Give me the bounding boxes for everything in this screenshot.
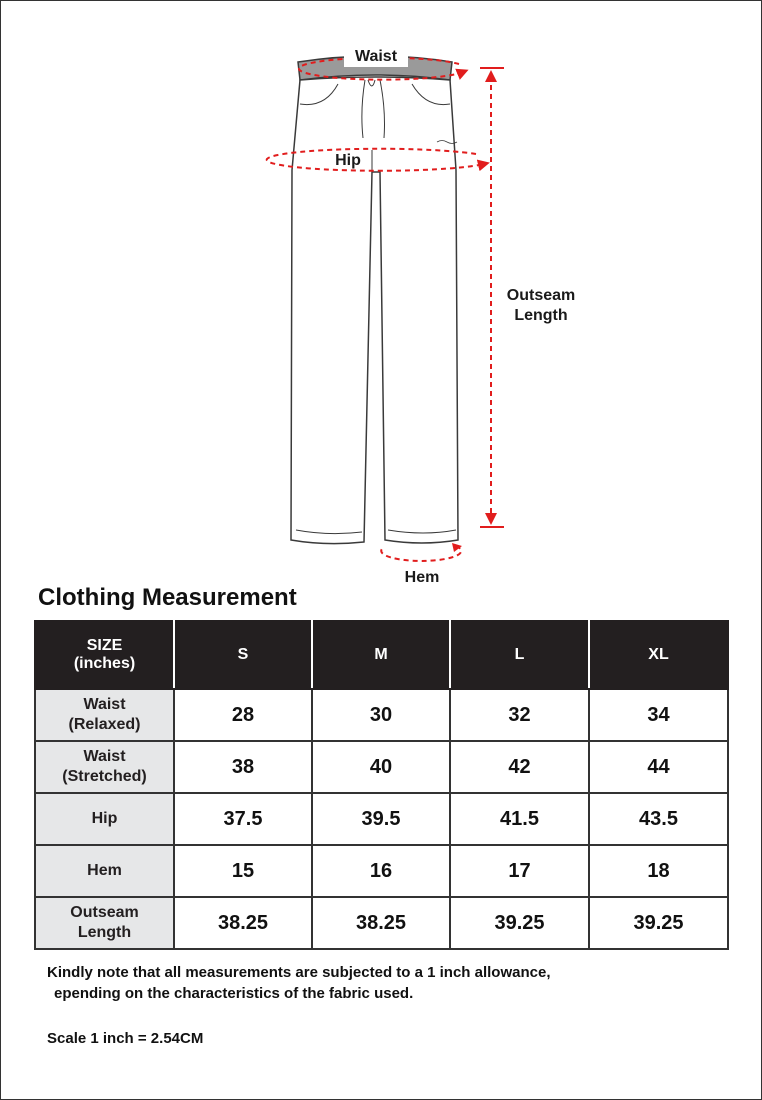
- table-cell: 15: [174, 845, 312, 897]
- allowance-note-line1: Kindly note that all measurements are subjected to a 1 inch allowance,: [47, 964, 551, 981]
- hem-measure-line: [381, 543, 462, 561]
- row-label-hem: Hem: [35, 845, 174, 897]
- table-cell: 30: [312, 689, 450, 741]
- row-label-line2: (Relaxed): [68, 716, 141, 733]
- table-row: [35, 689, 728, 741]
- row-label-outseam-length: [35, 897, 174, 949]
- table-row: [35, 845, 728, 897]
- pants-outline: [291, 77, 458, 544]
- table-cell: 38.25: [312, 897, 450, 949]
- outseam-label: [496, 286, 586, 326]
- table-header-row: [35, 621, 728, 689]
- table-cell: 41.5: [450, 793, 589, 845]
- table-cell: 39.25: [450, 897, 589, 949]
- table-cell: 37.5: [174, 793, 312, 845]
- header-size-cell: [35, 621, 174, 689]
- table-cell: 34: [589, 689, 728, 741]
- row-label-line2: (Stretched): [62, 768, 147, 785]
- row-label-line1: Waist: [83, 748, 126, 765]
- scale-note: Scale 1 inch = 2.54CM: [47, 1030, 204, 1047]
- table-cell: 38: [174, 741, 312, 793]
- outseam-label-line2: Length: [514, 307, 568, 324]
- allowance-note-line2: epending on the characteristics of the fabric used.: [54, 985, 414, 1002]
- table-cell: 18: [589, 845, 728, 897]
- row-label-waist-relaxed: [35, 689, 174, 741]
- waist-label: Waist: [344, 47, 408, 67]
- allowance-note: [47, 962, 550, 1004]
- header-size-xl: XL: [589, 621, 728, 689]
- table-cell: 39.5: [312, 793, 450, 845]
- row-label-waist-stretched: [35, 741, 174, 793]
- header-size-l: L: [450, 621, 589, 689]
- header-size-line1: SIZE: [86, 637, 123, 654]
- outseam-label-line1: Outseam: [506, 287, 576, 304]
- row-label-line1: Outseam: [70, 904, 139, 921]
- table-cell: 28: [174, 689, 312, 741]
- header-size-s: S: [174, 621, 312, 689]
- table-cell: 43.5: [589, 793, 728, 845]
- size-table: [34, 620, 729, 950]
- header-size-line2: (inches): [73, 655, 136, 672]
- page-title: Clothing Measurement: [38, 584, 297, 611]
- table-cell: 44: [589, 741, 728, 793]
- table-cell: 16: [312, 845, 450, 897]
- hip-label: Hip: [335, 152, 361, 169]
- hem-label: Hem: [404, 569, 440, 586]
- header-size-m: M: [312, 621, 450, 689]
- table-cell: 39.25: [589, 897, 728, 949]
- row-label-line1: Waist: [83, 696, 126, 713]
- table-cell: 38.25: [174, 897, 312, 949]
- row-label-line2: Length: [77, 924, 132, 941]
- table-row: [35, 897, 728, 949]
- table-cell: 17: [450, 845, 589, 897]
- table-cell: 32: [450, 689, 589, 741]
- row-label-hip: Hip: [35, 793, 174, 845]
- table-cell: 42: [450, 741, 589, 793]
- table-row: [35, 793, 728, 845]
- table-row: [35, 741, 728, 793]
- table-cell: 40: [312, 741, 450, 793]
